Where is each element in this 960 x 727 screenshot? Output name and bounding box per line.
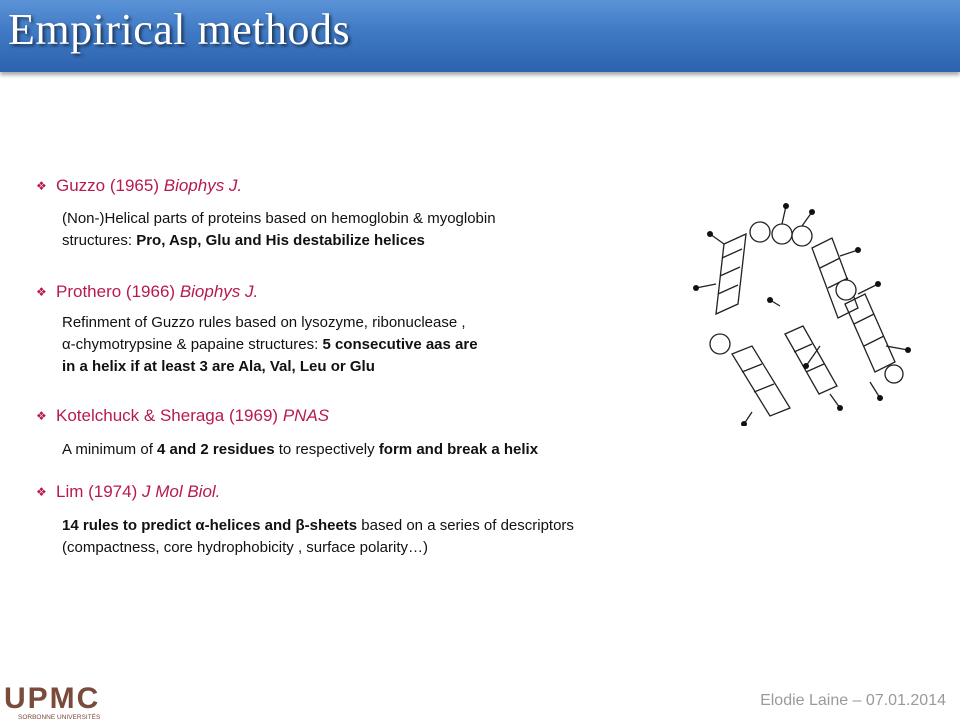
item-description [62, 439, 538, 461]
slide-title: Empirical methods [8, 5, 351, 54]
item-journal: Biophys J. [163, 176, 243, 195]
diamond-bullet-icon: ❖ [36, 179, 47, 193]
item-head: Lim (1974) [56, 482, 138, 501]
upmc-logo-mark [2, 682, 122, 722]
desc-line: A minimum of 4 and 2 residues to respectively form and break a helix [62, 441, 539, 458]
desc-line: α-chymotrypsine & papaine structures: 5 consecutive aas are [62, 336, 478, 353]
bullet-item-prothero [36, 282, 258, 302]
item-description [62, 208, 496, 252]
item-head: Kotelchuck & Sheraga (1969) [56, 406, 279, 425]
item-journal: PNAS [282, 406, 330, 425]
diamond-bullet-icon: ❖ [36, 285, 47, 299]
helix-cylinder [716, 234, 746, 314]
residue-circles [710, 222, 903, 383]
item-head: Prothero (1966) [56, 282, 176, 301]
helix-cylinder [732, 346, 790, 416]
desc-line: 14 rules to predict α-helices and β-sheets based on a series of descriptors [62, 517, 574, 534]
helix-wheel-diagram [690, 196, 930, 426]
item-journal: J Mol Biol. [142, 482, 221, 501]
logo-subtext: SORBONNE UNIVERSITÉS [18, 714, 101, 721]
bullet-item-guzzo [36, 176, 242, 196]
helix-cylinder [785, 326, 837, 394]
item-description [62, 515, 574, 559]
desc-line: Refinment of Guzzo rules based on lysozyme, ribonuclease , [62, 314, 466, 331]
footer-author-date: Elodie Laine – 07.01.2014 [760, 692, 946, 709]
desc-line: in a helix if at least 3 are Ala, Val, Leu or Glu [62, 358, 375, 375]
desc-line: (compactness, core hydrophobicity , surface polarity…) [62, 539, 428, 556]
helix-cylinder [812, 238, 858, 318]
item-journal: Biophys J. [179, 282, 259, 301]
item-description [62, 312, 478, 378]
diamond-bullet-icon: ❖ [36, 485, 47, 499]
bullet-item-kotelchuck [36, 406, 329, 426]
upmc-logo [2, 682, 122, 722]
logo-text: UPMC [4, 682, 101, 715]
desc-line: (Non-)Helical parts of proteins based on hemoglobin & myoglobin [62, 210, 496, 227]
desc-line: structures: Pro, Asp, Glu and His destabilize helices [62, 232, 425, 249]
bullet-item-lim [36, 482, 220, 502]
helix-cylinder [845, 294, 895, 372]
diamond-bullet-icon: ❖ [36, 409, 47, 423]
item-head: Guzzo (1965) [56, 176, 159, 195]
title-bar [0, 0, 960, 72]
